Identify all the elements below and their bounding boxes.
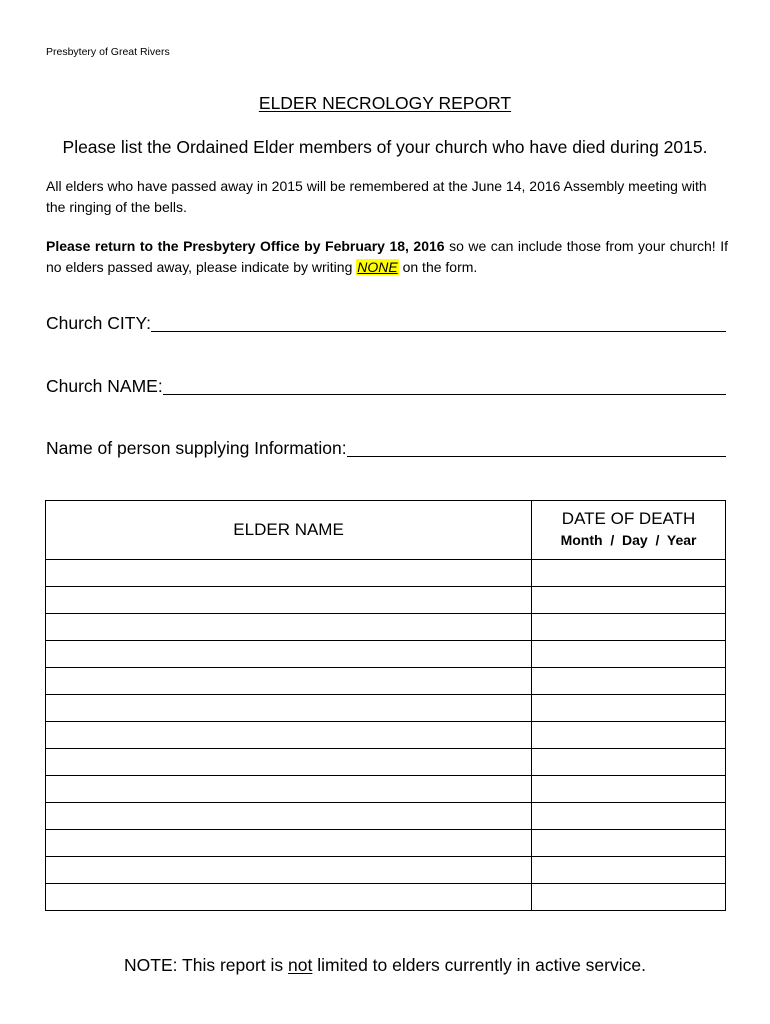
date-of-death-cell[interactable] — [532, 749, 726, 776]
date-of-death-cell[interactable] — [532, 830, 726, 857]
elder-name-header: ELDER NAME — [46, 501, 532, 560]
elder-name-cell[interactable] — [46, 641, 532, 668]
table-header-row — [46, 501, 726, 560]
date-of-death-cell[interactable] — [532, 884, 726, 911]
elder-name-cell[interactable] — [46, 830, 532, 857]
elder-name-cell[interactable] — [46, 749, 532, 776]
intro-paragraph: All elders who have passed away in 2015 will be remembered at the June 14, 2016 Assembly meeting with the ringing of the bells. — [46, 178, 707, 215]
return-notice-text: so we can include those from your church! If no elders passed away, please indicate by writing — [46, 238, 728, 275]
elder-name-cell[interactable] — [46, 560, 532, 587]
table-row — [46, 587, 726, 614]
footer-note — [0, 955, 770, 976]
date-of-death-header — [532, 501, 726, 560]
table-row — [46, 722, 726, 749]
elder-name-cell[interactable] — [46, 722, 532, 749]
date-of-death-cell[interactable] — [532, 560, 726, 587]
supplier-label: Name of person supplying Information: — [46, 438, 347, 458]
note-text-end: limited to elders currently in active service. — [312, 955, 646, 975]
return-notice-paragraph — [46, 236, 728, 278]
table-row — [46, 560, 726, 587]
table-row — [46, 614, 726, 641]
supplier-input[interactable] — [347, 439, 726, 457]
church-name-field[interactable] — [46, 376, 726, 397]
date-of-death-cell[interactable] — [532, 722, 726, 749]
elder-name-cell[interactable] — [46, 884, 532, 911]
table-row — [46, 857, 726, 884]
elder-name-cell[interactable] — [46, 587, 532, 614]
church-city-input[interactable] — [151, 314, 726, 332]
date-of-death-cell[interactable] — [532, 587, 726, 614]
elder-name-cell[interactable] — [46, 803, 532, 830]
date-of-death-cell[interactable] — [532, 695, 726, 722]
table-row — [46, 668, 726, 695]
elder-table — [45, 500, 726, 911]
report-subtitle: Please list the Ordained Elder members of your church who have died during 2015. — [62, 137, 708, 157]
table-row — [46, 749, 726, 776]
elder-name-cell[interactable] — [46, 614, 532, 641]
elder-name-cell[interactable] — [46, 668, 532, 695]
church-city-label: Church CITY: — [46, 313, 152, 333]
note-text-start: NOTE: This report is — [124, 955, 289, 975]
return-deadline-text: Please return to the Presbytery Office by February 18, 2016 — [46, 238, 445, 254]
elder-name-cell[interactable] — [46, 776, 532, 803]
date-of-death-cell[interactable] — [532, 668, 726, 695]
date-of-death-cell[interactable] — [532, 614, 726, 641]
table-row — [46, 803, 726, 830]
table-row — [46, 884, 726, 911]
church-city-field[interactable] — [46, 313, 726, 334]
elder-name-cell[interactable] — [46, 857, 532, 884]
date-format-label: Month / Day / Year — [560, 532, 697, 548]
organization-name: Presbytery of Great Rivers — [46, 46, 170, 58]
table-row — [46, 830, 726, 857]
table-row — [46, 776, 726, 803]
date-of-death-cell[interactable] — [532, 641, 726, 668]
date-of-death-cell[interactable] — [532, 776, 726, 803]
return-notice-end: on the form. — [398, 259, 478, 275]
note-not-underlined: not — [288, 955, 313, 975]
date-of-death-title: DATE OF DEATH — [561, 509, 696, 528]
report-title: ELDER NECROLOGY REPORT — [258, 93, 512, 113]
table-row — [46, 695, 726, 722]
table-row — [46, 641, 726, 668]
none-highlight: NONE — [357, 259, 398, 275]
church-name-input[interactable] — [163, 377, 726, 395]
supplier-field[interactable] — [46, 438, 726, 459]
elder-table-body — [46, 560, 726, 911]
date-of-death-cell[interactable] — [532, 857, 726, 884]
date-of-death-cell[interactable] — [532, 803, 726, 830]
church-name-label: Church NAME: — [46, 376, 163, 396]
elder-name-cell[interactable] — [46, 695, 532, 722]
